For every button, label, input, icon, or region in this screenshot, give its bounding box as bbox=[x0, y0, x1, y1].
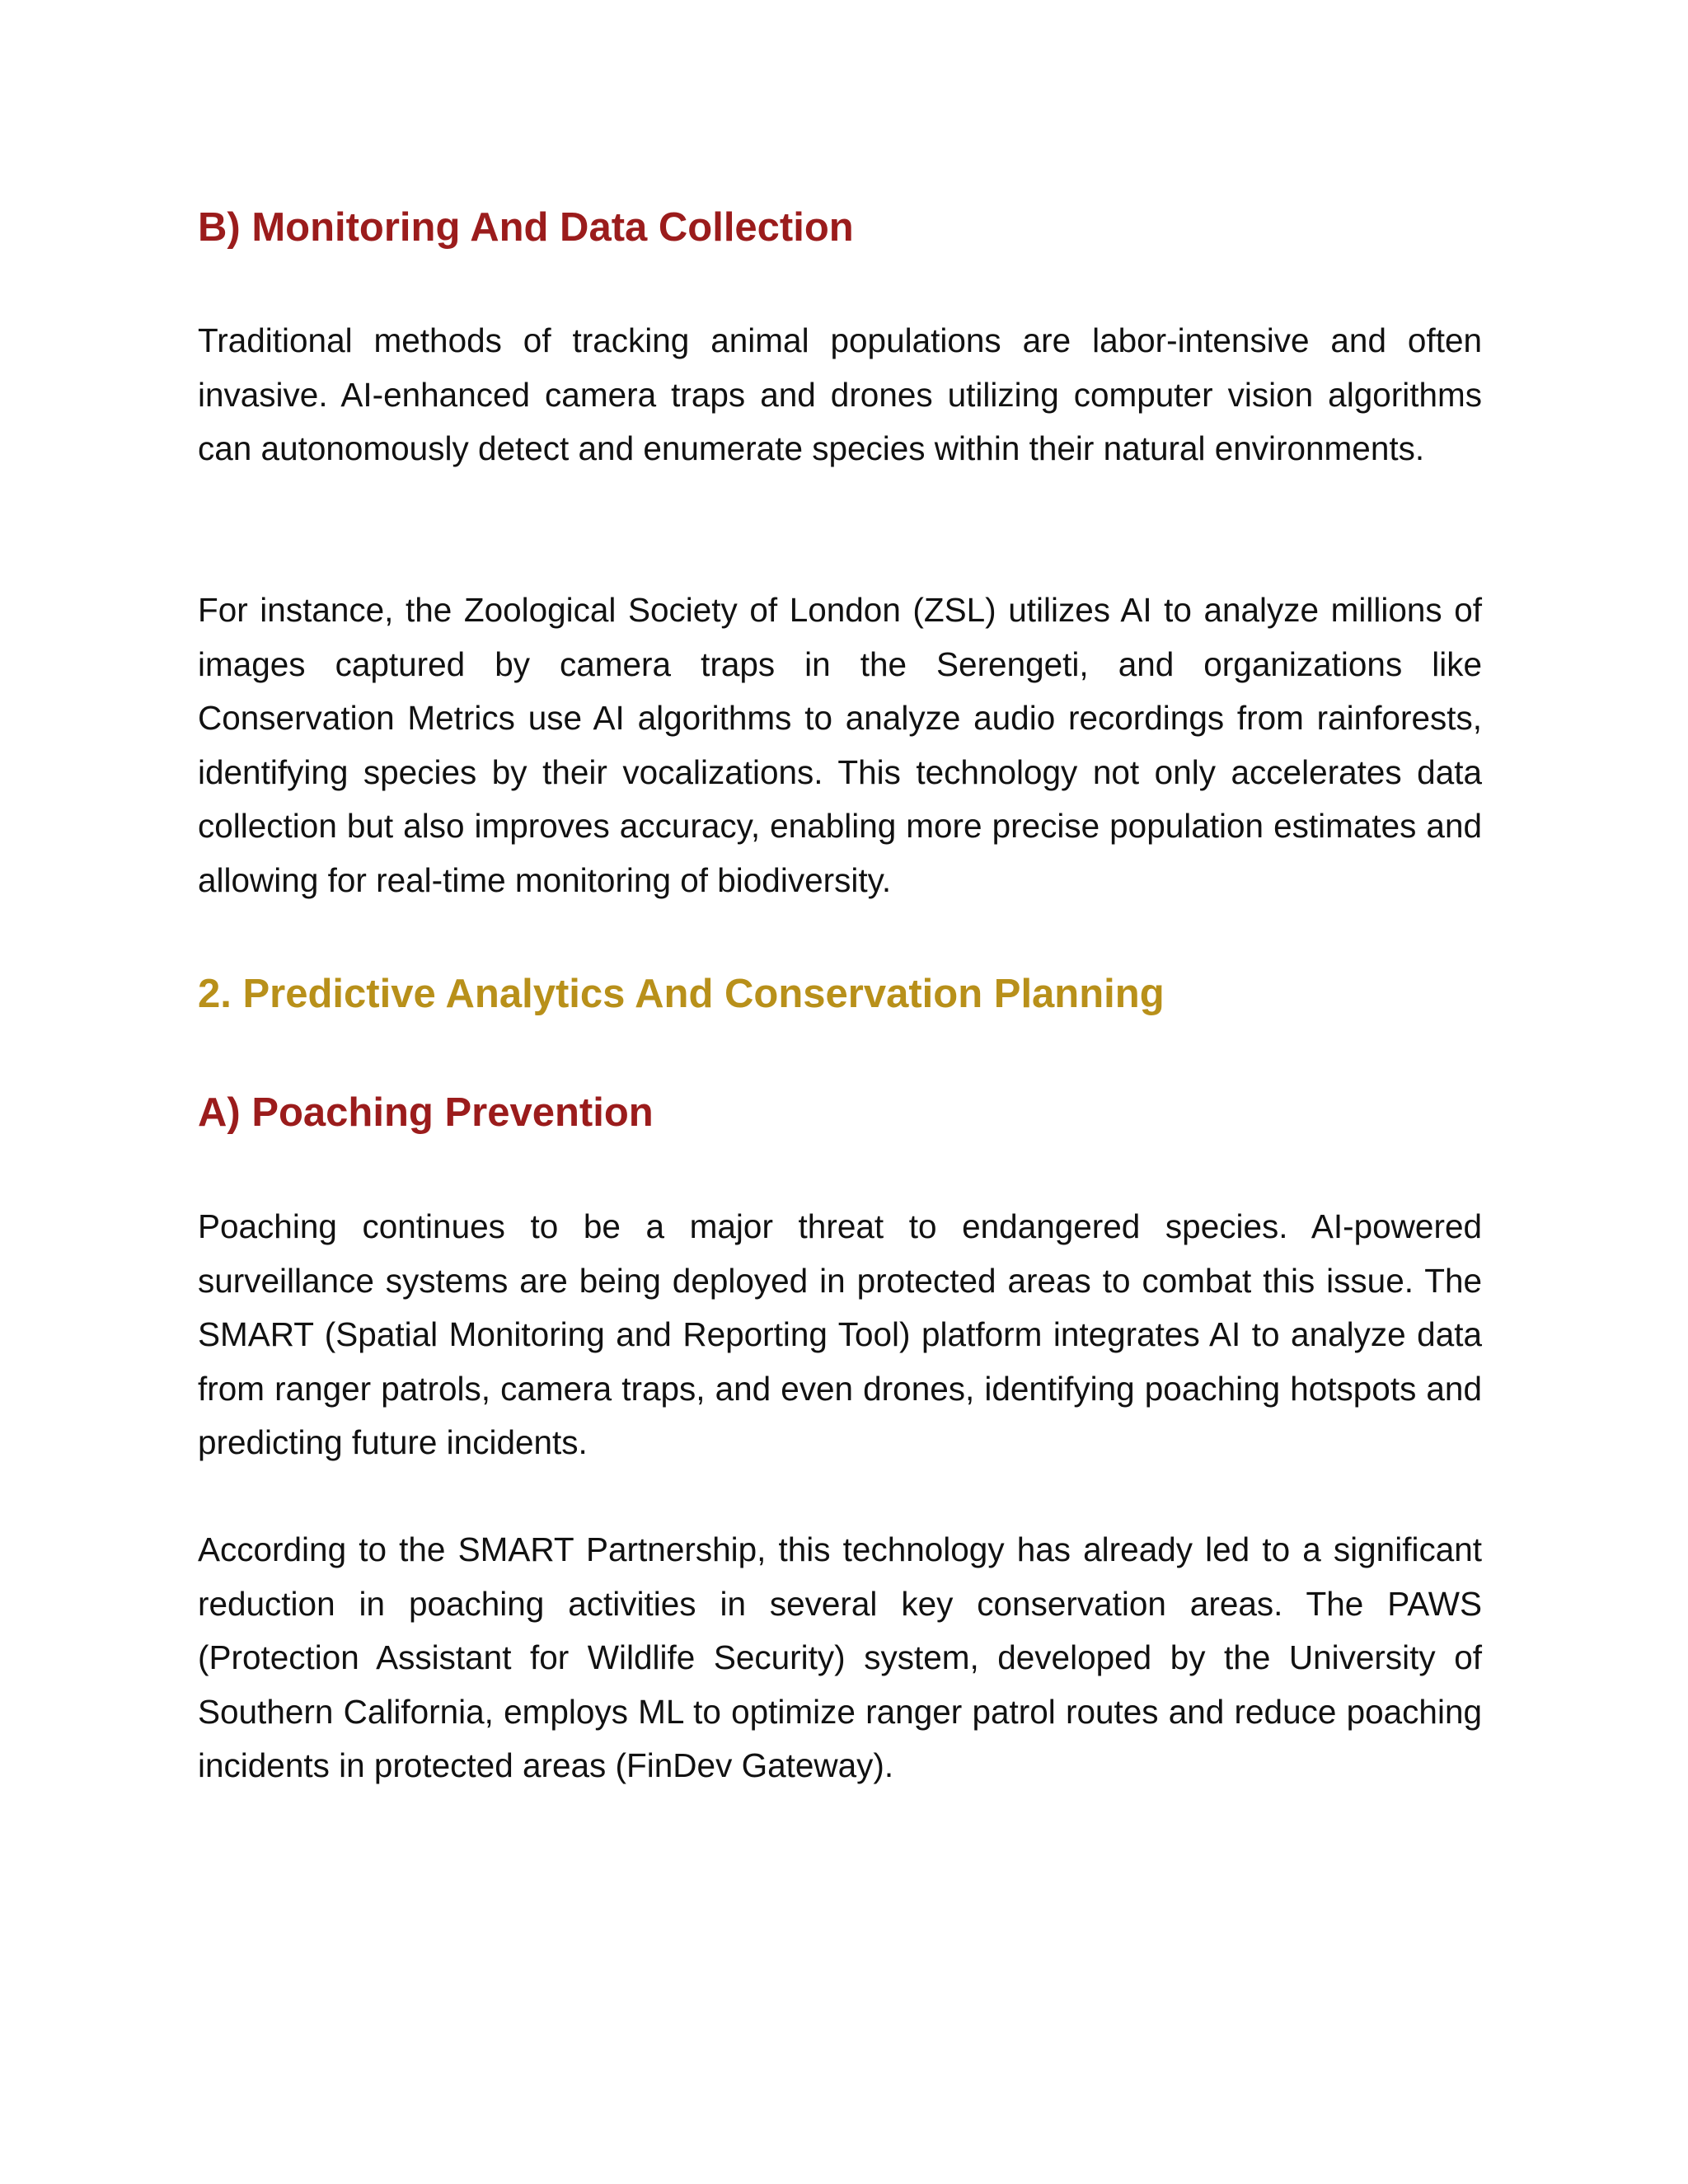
paragraph-traditional-methods: Traditional methods of tracking animal populations are labor-intensive and often invasive. AI-enhanced camera traps and drones utilizing computer vision algorithms can autonomously detect and enumerate species within their natural environments. bbox=[198, 321, 1482, 467]
section-heading-predictive-analytics: 2. Predictive Analytics And Conservation Planning bbox=[198, 972, 1165, 1016]
paragraph-zsl-example: For instance, the Zoological Society of London (ZSL) utilizes AI to analyze millions of images captured by camera traps in the Serengeti, and organizations like Conservation Metrics use AI algorithms to analyze audio recordings from rainforests, identifying species by their vocalizations. This technology not only accelerates data collection but also improves accuracy, enabling more precise population estimates and allowing for real-time monitoring of biodiversity. bbox=[198, 591, 1482, 899]
paragraph-smart-partnership: According to the SMART Partnership, this technology has already led to a significant reduction in poaching activities in several key conservation areas. The PAWS (Protection Assistant for Wildlife Security) system, developed by the University of Southern California, employs ML to optimize ranger patrol routes and reduce poaching incidents in protected areas (FinDev Gateway). bbox=[198, 1530, 1482, 1784]
section-heading-poaching-prevention: A) Poaching Prevention bbox=[198, 1090, 654, 1135]
section-heading-monitoring: B) Monitoring And Data Collection bbox=[198, 205, 854, 250]
paragraph-poaching-threat: Poaching continues to be a major threat to endangered species. AI-powered surveillance systems are being deployed in protected areas to combat this issue. The SMART (Spatial Monitoring and Reporting Tool) platform integrates AI to analyze data from ranger patrols, camera traps, and even drones, identifying poaching hotspots and predicting future incidents. bbox=[198, 1207, 1482, 1461]
